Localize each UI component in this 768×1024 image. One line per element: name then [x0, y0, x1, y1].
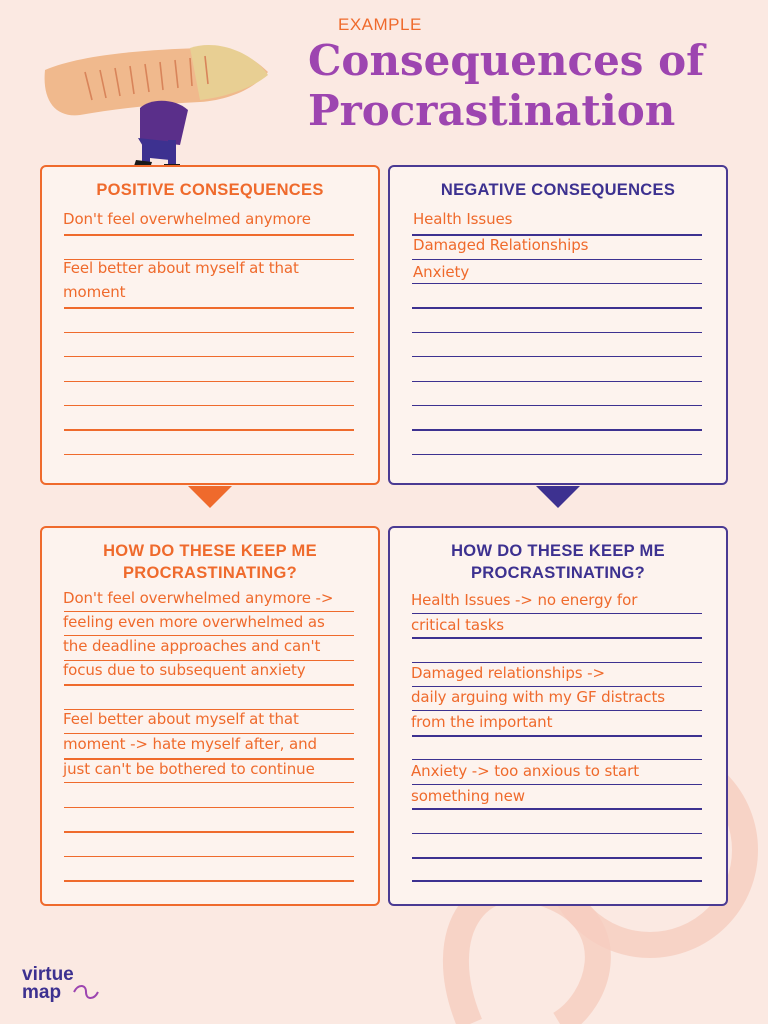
- writing-line: [412, 307, 702, 309]
- writing-line: [64, 831, 354, 833]
- list-item: daily arguing with my GF distracts: [411, 688, 665, 706]
- box-heading: NEGATIVE CONSEQUENCES: [440, 181, 676, 199]
- list-item: moment -> hate myself after, and: [63, 735, 317, 753]
- list-item: Anxiety -> too anxious to start: [411, 762, 639, 780]
- list-item: Health Issues: [413, 210, 513, 228]
- title-line: Procrastination: [308, 86, 676, 135]
- writing-line: [412, 429, 702, 431]
- list-item: moment: [63, 283, 126, 301]
- writing-line: [64, 454, 354, 455]
- writing-line: [412, 259, 702, 260]
- list-item: just can't be bothered to continue: [63, 760, 315, 778]
- writing-line: [64, 684, 354, 686]
- list-item: Anxiety: [413, 263, 470, 281]
- person-carrying-bread-illustration: [0, 0, 300, 175]
- down-arrow-icon: [188, 486, 232, 508]
- logo-text: virtue: [22, 964, 74, 985]
- list-item: Health Issues -> no energy for: [411, 591, 638, 609]
- writing-line: [412, 356, 702, 357]
- list-item: Damaged relationships ->: [411, 664, 605, 682]
- writing-line: [64, 660, 354, 661]
- writing-line: [64, 807, 354, 808]
- writing-line: [64, 356, 354, 357]
- writing-line: [412, 686, 702, 687]
- writing-line: [64, 381, 354, 382]
- page-title: [308, 36, 748, 136]
- writing-line: [64, 733, 354, 734]
- writing-line: [412, 405, 702, 406]
- writing-line: [64, 709, 354, 710]
- writing-line: [64, 332, 354, 333]
- example-label: EXAMPLE: [338, 15, 422, 34]
- logo-swirl-icon: [72, 984, 100, 1000]
- writing-line: [412, 283, 702, 284]
- writing-line: [412, 381, 702, 382]
- writing-line: [64, 405, 354, 406]
- writing-line: [64, 635, 354, 636]
- list-item: Don't feel overwhelmed anymore ->: [63, 589, 334, 607]
- writing-line: [412, 833, 702, 834]
- writing-line: [412, 857, 702, 859]
- writing-line: [64, 611, 354, 612]
- writing-line: [412, 759, 702, 760]
- writing-line: [412, 880, 702, 882]
- writing-line: [412, 710, 702, 711]
- writing-line: [412, 808, 702, 810]
- writing-line: [412, 784, 702, 785]
- list-item: Feel better about myself at that: [63, 259, 299, 277]
- keep-procrastinating-negative-box: [388, 526, 728, 906]
- writing-line: [412, 234, 702, 236]
- writing-line: [64, 856, 354, 857]
- writing-line: [64, 880, 354, 882]
- list-item: Damaged Relationships: [413, 236, 589, 254]
- box-heading: HOW DO THESE KEEP ME: [451, 542, 665, 560]
- negative-consequences-box: [388, 165, 728, 485]
- list-item: focus due to subsequent anxiety: [63, 661, 306, 679]
- virtue-map-logo[interactable]: [22, 966, 74, 1002]
- title-line: Consequences of: [308, 36, 705, 85]
- list-item: something new: [411, 787, 525, 805]
- positive-consequences-box: [40, 165, 380, 485]
- list-item: feeling even more overwhelmed as: [63, 613, 325, 631]
- writing-line: [412, 637, 702, 639]
- list-item: from the important: [411, 713, 553, 731]
- writing-line: [64, 429, 354, 431]
- box-heading: HOW DO THESE KEEP ME: [103, 542, 317, 560]
- list-item: Don't feel overwhelmed anymore: [63, 210, 311, 228]
- logo-text: map: [22, 982, 62, 1003]
- writing-line: [64, 782, 354, 783]
- writing-line: [412, 332, 702, 333]
- box-heading: PROCRASTINATING?: [470, 564, 646, 582]
- writing-line: [412, 662, 702, 663]
- writing-line: [64, 307, 354, 309]
- list-item: Feel better about myself at that: [63, 710, 299, 728]
- writing-line: [412, 613, 702, 614]
- list-item: critical tasks: [411, 616, 504, 634]
- writing-line: [64, 758, 354, 760]
- writing-line: [64, 234, 354, 236]
- keep-procrastinating-positive-box: [40, 526, 380, 906]
- writing-line: [64, 259, 354, 260]
- box-heading: PROCRASTINATING?: [122, 564, 298, 582]
- writing-line: [412, 454, 702, 455]
- writing-line: [412, 735, 702, 737]
- down-arrow-icon: [536, 486, 580, 508]
- box-heading: POSITIVE CONSEQUENCES: [96, 181, 324, 199]
- list-item: the deadline approaches and can't: [63, 637, 321, 655]
